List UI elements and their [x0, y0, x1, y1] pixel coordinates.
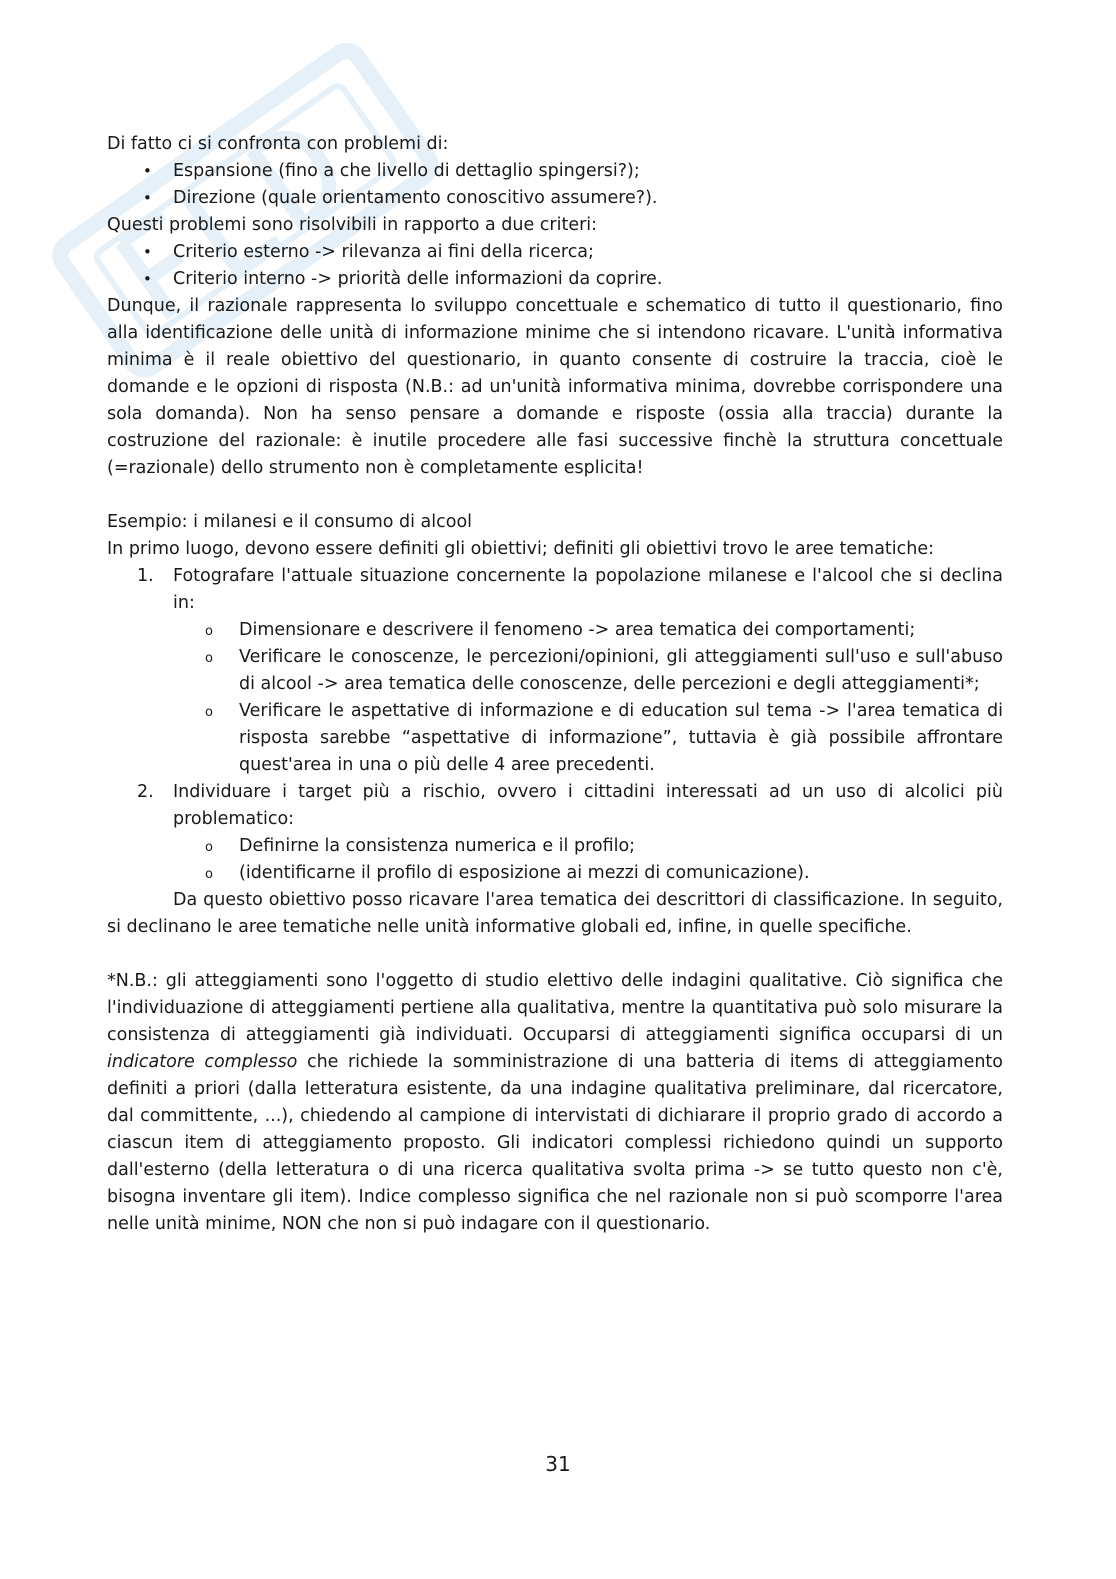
example-intro: In primo luogo, devono essere definiti gli obiettivi; definiti gli obiettivi trovo le aree tematiche:	[107, 539, 935, 559]
objective-conclusion: Da questo obiettivo posso ricavare l'area tematica dei descrittori di classificazione. In seguito, si declinano le aree tematiche nelle unità informative globali ed, infine, in quelle specifiche.	[107, 890, 1003, 937]
razionale-paragraph: Dunque, il razionale rappresenta lo sviluppo concettuale e schematico di tutto il questionario, fino alla identificazione delle unità di informazione minime che si intendono ricavare. L'unità informativa minima è il reale obiettivo del questionario, in quanto consente di costruire la traccia, cioè le domande e le opzioni di risposta (N.B.: ad un'unità informativa minima, dovrebbe corrispondere una sola domanda). Non ha senso pensare a domande e risposte (ossia alla traccia) durante la costruzione del razionale: è inutile procedere alle fasi successive finchè la struttura concettuale (=razionale) dello strumento non è completamente esplicita!	[107, 296, 1003, 478]
objective-number: 1.	[137, 566, 154, 586]
objective-text: Fotografare l'attuale situazione concernente la popolazione milanese e l'alcool che si declina in:	[173, 566, 1003, 613]
sub-item: o (identificarne il profilo di esposizione ai mezzi di comunicazione).	[239, 860, 1003, 887]
criteria-list	[107, 239, 1003, 293]
note-text-start: *N.B.: gli atteggiamenti sono l'oggetto di studio elettivo delle indagini qualitative. Ciò significa che l'individuazione di atteggiamenti pertiene alla qualitativa, mentre la quantitativa può solo misurare la consistenza di atteggiamenti già individuati. Occuparsi di atteggiamenti significa occuparsi di un	[107, 971, 1003, 1045]
objective-sublist	[173, 833, 1003, 887]
objective-number: 2.	[137, 782, 154, 802]
note-emphasis: indicatore complesso	[107, 1052, 298, 1072]
objectives-list	[107, 563, 1003, 887]
list-item: • Espansione (fino a che livello di dettaglio spingersi?);	[173, 158, 1003, 185]
sub-item: o Verificare le conoscenze, le percezioni/opinioni, gli atteggiamenti sull'uso e sull'abuso di alcool -> area tematica delle conoscenze, delle percezioni e degli atteggiamenti*;	[239, 644, 1003, 698]
intro-text: Di fatto ci si confronta con problemi di:	[107, 134, 449, 154]
sub-item: o Definirne la consistenza numerica e il profilo;	[239, 833, 1003, 860]
objective-item	[137, 563, 1003, 779]
page-content	[107, 131, 1003, 1238]
note-paragraph	[107, 968, 1003, 1238]
sub-item: o Dimensionare e descrivere il fenomeno -> area tematica dei comportamenti;	[239, 617, 1003, 644]
objective-text: Individuare i target più a rischio, ovvero i cittadini interessati ad un uso di alcolici più problematico:	[173, 782, 1003, 829]
page-number: 31	[545, 1452, 571, 1476]
list-item: • Criterio esterno -> rilevanza ai fini della ricerca;	[173, 239, 1003, 266]
objective-sublist	[173, 617, 1003, 779]
example-title: Esempio: i milanesi e il consumo di alcool	[107, 512, 473, 532]
list-item: • Direzione (quale orientamento conoscitivo assumere?).	[173, 185, 1003, 212]
sub-item: o Verificare le aspettative di informazione e di education sul tema -> l'area tematica di risposta sarebbe “aspettative di informazione”, tuttavia è già possibile affrontare quest'area in una o più delle 4 aree precedenti.	[239, 698, 1003, 779]
note-text-end: che richiede la somministrazione di una batteria di items di atteggiamento definiti a priori (dalla letteratura esistente, da una indagine qualitativa preliminare, dal ricercatore, dal committente, ...), chiedendo al campione di intervistati di dichiarare il proprio grado di accordo a ciascun item di atteggiamento proposto. Gli indicatori complessi richiedono quindi un supporto dall'esterno (della letteratura o di una ricerca qualitativa svolta prima -> se tutto questo non c'è, bisogna inventare gli item). Indice complesso significa che nel razionale non si può scomporre l'area nelle unità minime, NON che non si può indagare con il questionario.	[107, 1052, 1004, 1234]
criteria-intro: Questi problemi sono risolvibili in rapporto a due criteri:	[107, 215, 598, 235]
objective-item	[137, 779, 1003, 887]
list-item: • Criterio interno -> priorità delle informazioni da coprire.	[173, 266, 1003, 293]
problems-list	[107, 158, 1003, 212]
